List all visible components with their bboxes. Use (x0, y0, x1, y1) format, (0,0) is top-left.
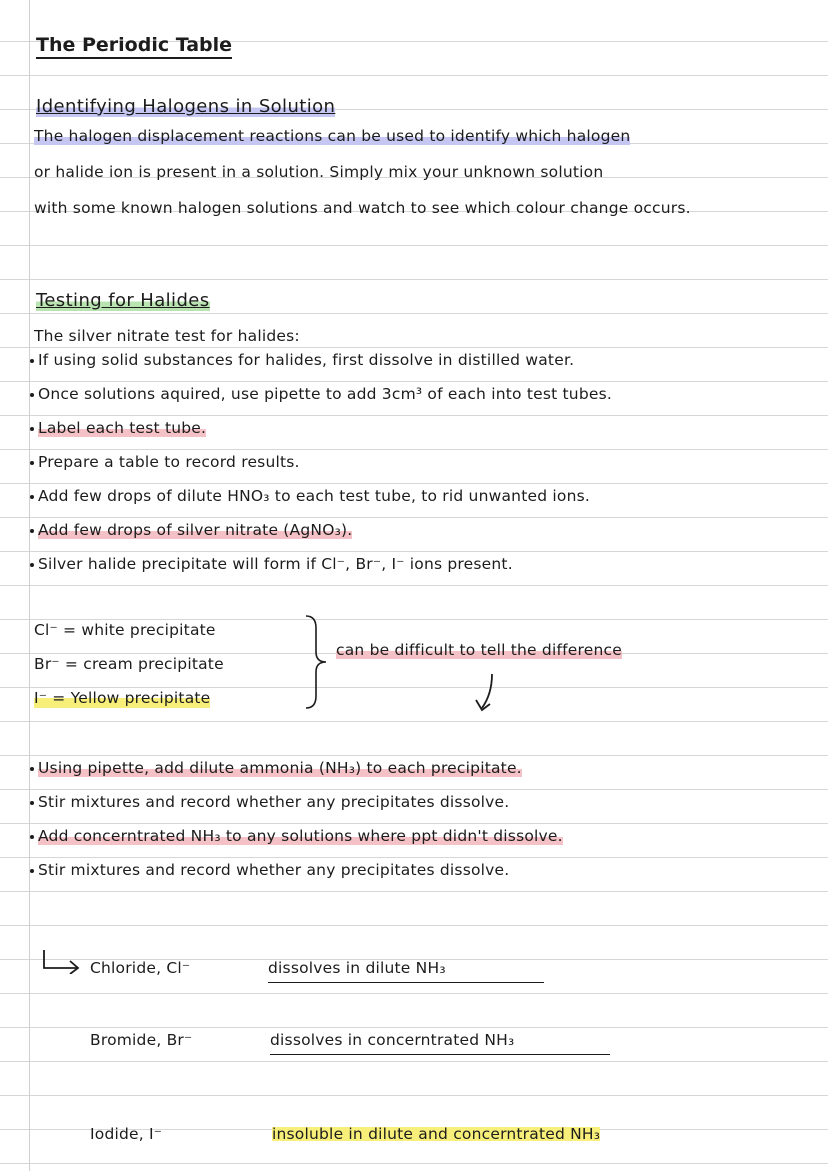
list-item-text: If using solid substances for halides, first dissolve in distilled water. (38, 351, 575, 369)
list-item-text: Stir mixtures and record whether any precipitates dissolve. (38, 861, 510, 879)
result-text-bromide: dissolves in concerntrated NH₃ (270, 1031, 515, 1049)
list-item (30, 418, 206, 438)
list-item-text: Prepare a table to record results. (38, 453, 300, 471)
result-text-chloride: dissolves in dilute NH₃ (268, 959, 446, 977)
list-item-text: Stir mixtures and record whether any precipitates dissolve. (38, 793, 510, 811)
list-item-text: Once solutions aquired, use pipette to add 3cm³ of each into test tubes. (38, 385, 612, 403)
result-ion-iodide: Iodide, I⁻ (90, 1125, 163, 1143)
list-item (30, 384, 612, 404)
paragraph-line (34, 198, 691, 218)
list-item-text: Add concerntrated NH₃ to any solutions where ppt didn't dissolve. (38, 827, 563, 845)
list-item-text: Add few drops of dilute HNO₃ to each test tube, to rid unwanted ions. (38, 487, 590, 505)
paragraph-text: The halogen displacement reactions can be used to identify which halogen (34, 127, 631, 145)
underline (270, 1054, 610, 1055)
list-item (30, 826, 563, 846)
paragraph-text: with some known halogen solutions and watch to see which colour change occurs. (34, 199, 691, 217)
paragraph-line (34, 162, 603, 182)
margin-line (29, 0, 30, 1171)
list-item (30, 350, 574, 370)
section-heading-testing-halides: Testing for Halides (36, 290, 210, 311)
arrow-down-icon (472, 672, 502, 716)
arrow-right-icon (40, 950, 84, 974)
list-item (30, 554, 513, 574)
result-text-iodide-value: insoluble in dilute and concerntrated NH₃ (272, 1125, 601, 1143)
list-item (30, 860, 509, 880)
result-text-iodide (272, 1124, 600, 1144)
precipitate-line-bromide: Br⁻ = cream precipitate (34, 655, 224, 673)
intro-line: The silver nitrate test for halides: (34, 327, 300, 345)
paragraph-text: or halide ion is present in a solution. Simply mix your unknown solution (34, 163, 604, 181)
underline (268, 982, 544, 983)
list-item (30, 452, 300, 472)
list-item-text: Using pipette, add dilute ammonia (NH₃) to each precipitate. (38, 759, 522, 777)
result-ion-chloride: Chloride, Cl⁻ (90, 959, 191, 977)
paragraph-line (34, 126, 630, 146)
brace-note-text: can be difficult to tell the difference (336, 641, 622, 659)
page-title: The Periodic Table (36, 34, 232, 59)
list-item (30, 792, 509, 812)
curly-brace-icon (302, 614, 330, 710)
list-item (30, 520, 352, 540)
list-item (30, 486, 590, 506)
brace-note (336, 640, 622, 660)
list-item (30, 758, 522, 778)
list-item-text: Silver halide precipitate will form if Cl⁻, Br⁻, I⁻ ions present. (38, 555, 513, 573)
precipitate-line-iodide: I⁻ = Yellow precipitate (34, 689, 211, 707)
list-item-text: Add few drops of silver nitrate (AgNO₃). (38, 521, 353, 539)
result-ion-bromide: Bromide, Br⁻ (90, 1031, 193, 1049)
precipitate-line-chloride: Cl⁻ = white precipitate (34, 621, 216, 639)
list-item-text: Label each test tube. (38, 419, 207, 437)
section-heading-identifying-halogens: Identifying Halogens in Solution (36, 96, 336, 117)
